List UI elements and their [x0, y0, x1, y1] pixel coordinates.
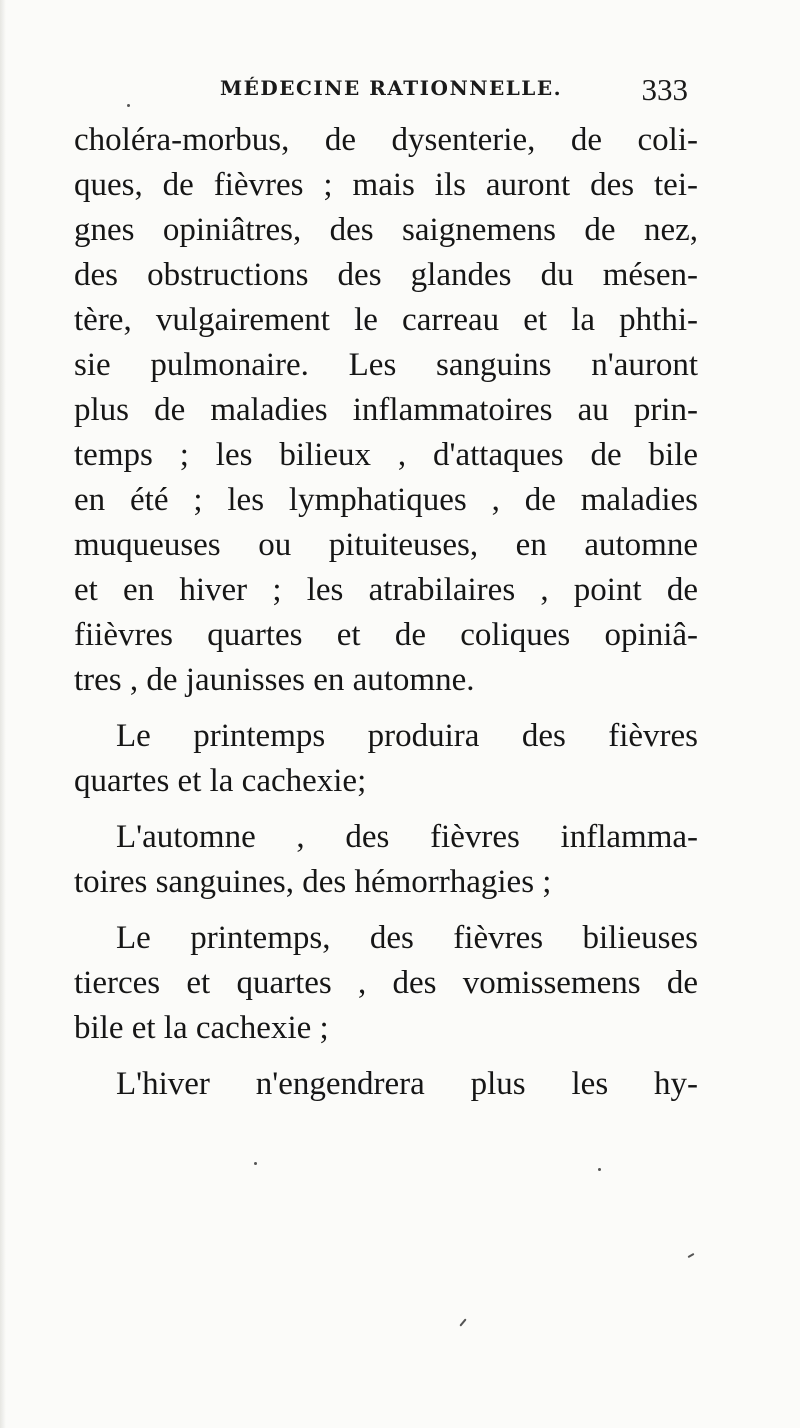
ink-speck — [459, 1318, 466, 1326]
page-number: 333 — [641, 72, 688, 107]
text-line: bile et la cachexie ; — [74, 1010, 329, 1046]
text-line: L'hiver n'engendrera plus les hy- — [116, 1066, 698, 1102]
running-head: MÉDECINE RATIONNELLE. — [220, 76, 563, 100]
text-line: tierces et quartes , des vomissemens de — [74, 965, 698, 1001]
page-header — [76, 72, 694, 112]
text-line: choléra-morbus, de dysenterie, de coli- — [74, 122, 698, 158]
paragraph-gap — [74, 703, 698, 714]
text-line: des obstructions des glandes du mésen- — [74, 257, 698, 293]
ink-speck — [254, 1162, 257, 1165]
text-line: tère, vulgairement le carreau et la phthi- — [74, 302, 698, 338]
ink-speck — [127, 104, 130, 107]
text-line: ques, de fièvres ; mais ils auront des tei- — [74, 167, 698, 203]
text-line: sie pulmonaire. Les sanguins n'auront — [74, 347, 698, 383]
text-line: en été ; les lymphatiques , de maladies — [74, 482, 698, 518]
text-line: et en hiver ; les atrabilaires , point de — [74, 572, 698, 608]
paragraph-gap — [74, 804, 698, 815]
text-line: fiièvres quartes et de coliques opiniâ- — [74, 617, 698, 653]
body-text — [74, 118, 698, 1107]
text-line: temps ; les bilieux , d'attaques de bile — [74, 437, 698, 473]
page-edge-shadow — [0, 0, 6, 1428]
ink-speck — [687, 1253, 694, 1258]
paragraph-gap — [74, 905, 698, 916]
text-line: muqueuses ou pituiteuses, en automne — [74, 527, 698, 563]
text-line: Le printemps, des fièvres bilieuses — [116, 920, 698, 956]
text-line: plus de maladies inflammatoires au prin- — [74, 392, 698, 428]
text-line: quartes et la cachexie; — [74, 763, 367, 799]
text-line: L'automne , des fièvres inflamma- — [116, 819, 698, 855]
text-line: Le printemps produira des fièvres — [116, 718, 698, 754]
text-line: toires sanguines, des hémorrhagies ; — [74, 864, 552, 900]
text-line: tres , de jaunisses en automne. — [74, 662, 475, 698]
text-line: gnes opiniâtres, des saignemens de nez, — [74, 212, 698, 248]
ink-speck — [598, 1168, 601, 1171]
paragraph-gap — [74, 1051, 698, 1062]
